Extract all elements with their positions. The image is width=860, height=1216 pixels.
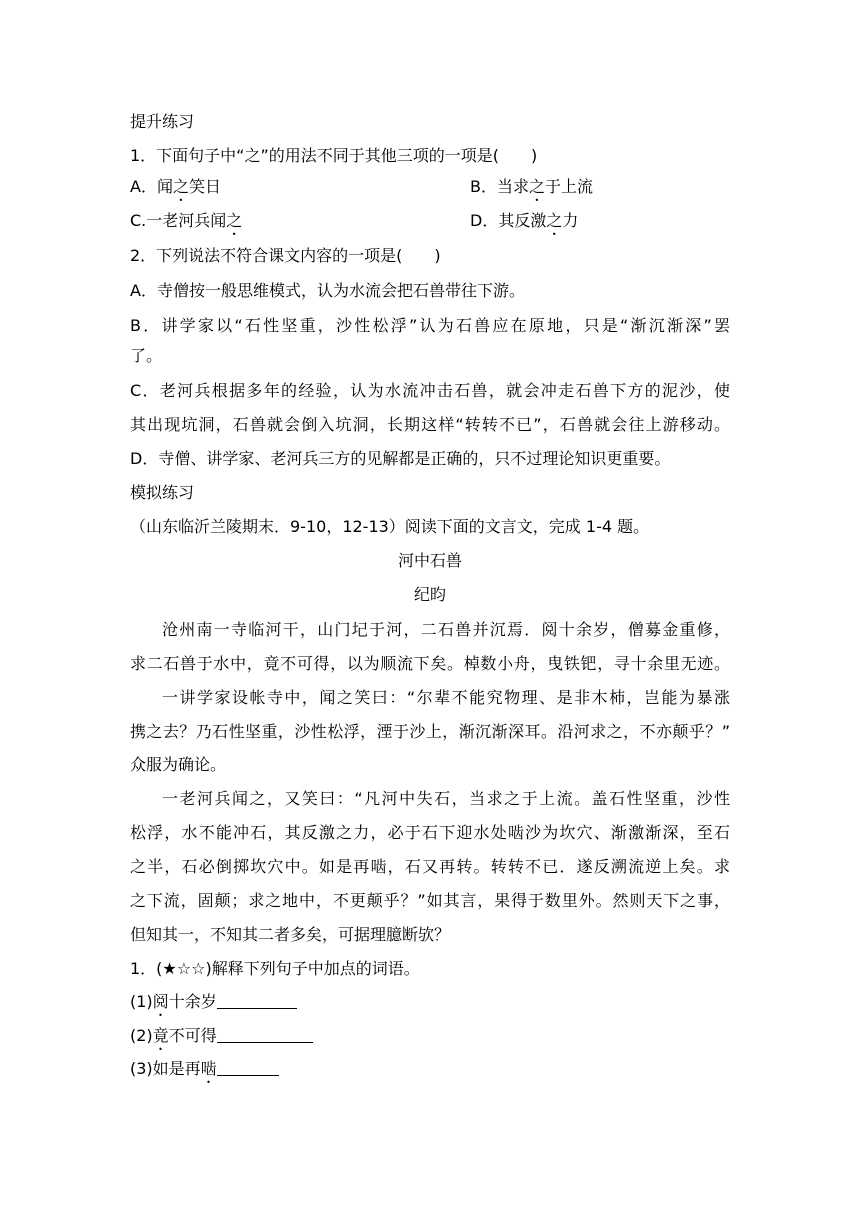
option-a: A．闻之笑日 [130,177,221,196]
passage-title: 河中石兽 [397,551,462,570]
question-2-option-b-line1: B．讲学家以“石性坚重，沙性松浮”认为石兽应在原地，只是“渐沉渐深”罢 [130,316,730,335]
exercise-item-2: (2)竟不可得 [130,1025,730,1054]
question-1-options-cd [130,210,730,239]
passage-p2-line1: 一讲学家设帐寺中，闻之笑曰：“尔辈不能究物理、是非木杮，岂能为暴涨 [162,688,730,707]
answer-blank-3[interactable] [217,1059,279,1076]
passage-p3-line3: 之半，石必倒掷坎穴中。如是再啮，石又再转。转转不已．遂反溯流逆上矣。求 [130,857,730,876]
emphasized-char: 啮 [200,1059,217,1078]
emphasized-char: 之 [226,211,243,230]
source-note: （山东临沂兰陵期末．9-10，12-13）阅读下面的文言文，完成 1-4 题。 [130,517,650,536]
passage-p2-line2: 携之去？乃石性坚重，沙性松浮，湮于沙上，渐沉渐深耳。沿河求之，不亦颠乎？” [130,722,730,741]
passage-author: 纪昀 [413,585,446,604]
question-2-option-b-line2: 了。 [130,346,163,365]
passage-p3-line1: 一老河兵闻之，又笑曰：“凡河中失石，当求之于上流。盖石性坚重，沙性 [162,789,730,808]
question-1-options-ab [130,176,730,205]
question-2-option-d: D．寺僧、讲学家、老河兵三方的见解都是正确的，只不过理论知识更重要。 [130,449,671,468]
question-1-stem: 1．下面句子中“之”的用法不同于其他三项的一项是( ) [130,146,538,165]
passage-p1-line1: 沧州南一寺临河干，山门圮于河，二石兽并沉焉．阅十余岁，僧募金重修， [162,620,730,639]
answer-blank-1[interactable] [217,992,297,1009]
passage-p2-line3: 众服为确论。 [130,755,227,774]
section-title-mock: 模拟练习 [130,483,195,502]
emphasized-char: 之 [546,211,563,230]
section-title-practice: 提升练习 [130,112,195,131]
emphasized-char: 之 [528,177,545,196]
exercise-stem: 1．(★☆☆)解释下列句子中加点的词语。 [130,959,420,978]
option-d: D．其反激之力 [470,211,579,230]
question-2-option-a: A．寺僧按一般思维模式，认为水流会把石兽带往下游。 [130,281,525,300]
emphasized-char: 阅 [152,992,169,1011]
option-c: C.一老河兵闻之 [130,211,243,230]
answer-blank-2[interactable] [217,1026,313,1043]
passage-p3-line2: 松浮，水不能冲石，其反激之力，必于石下迎水处啮沙为坎穴、渐激渐深，至石 [130,823,730,842]
exercise-item-1: (1)阅十余岁 [130,991,730,1020]
passage-p3-line5: 但知其一，不知其二者多矣，可据理臆断欤？ [130,925,451,944]
question-2-option-c-line1: C．老河兵根据多年的经验，认为水流冲击石兽，就会冲走石兽下方的泥沙，使 [130,381,730,400]
emphasized-char: 竟 [152,1026,169,1045]
question-2-option-c-line2: 其出现坑洞，石兽就会倒入坑洞，长期这样“转转不已”，石兽就会往上游移动。 [130,415,730,434]
question-2-stem: 2．下列说法不符合课文内容的一项是( ) [130,246,441,265]
passage-p3-line4: 之下流，固颠；求之地中，不更颠乎？”如其言，果得于数里外。然则天下之事， [130,891,730,910]
emphasized-char: 之 [172,177,189,196]
exercise-item-3: (3)如是再啮 [130,1058,730,1087]
option-b: B．当求之于上流 [470,177,594,196]
passage-p1-line2: 求二石兽于水中，竟不可得，以为顺流下矣。棹数小舟，曳铁钯，寻十余里无迹。 [130,654,730,673]
